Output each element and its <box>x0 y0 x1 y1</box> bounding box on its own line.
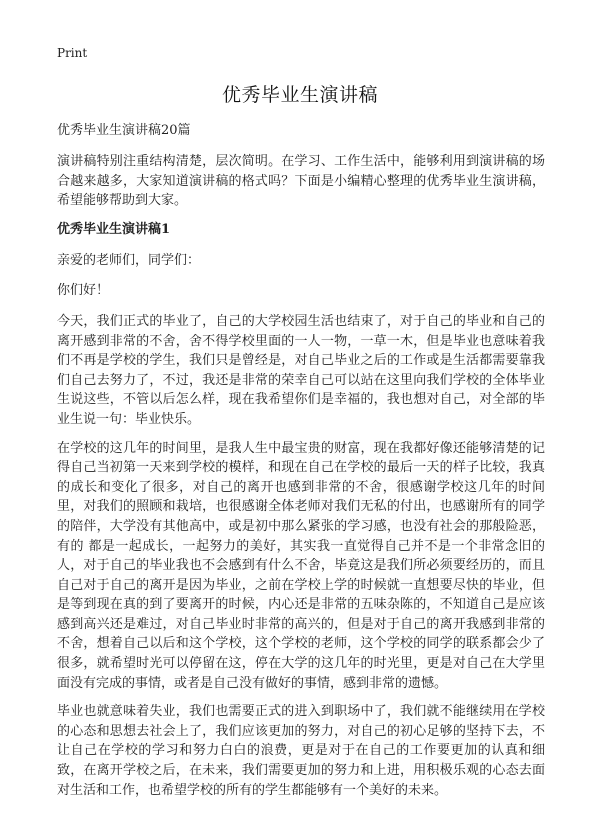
section-heading: 优秀毕业生演讲稿1 <box>57 221 171 237</box>
print-link[interactable]: Print <box>57 46 88 60</box>
hello-line: 你们好！ <box>57 283 110 299</box>
body-paragraph-2: 在学校的这几年的时间里，是我人生中最宝贵的财富，现在我都好像还能够清楚的记得自己当初第一天来到学校的模样，和现在自己在学校的最后一天的样子比较，我真的成长和变化了很多，对自己的离开也感到非常的不舍，很感谢学校这几年的时间里，对我们的照顾和栽培，也很感谢全体老师对我们无私的付出，也感谢所有的同学的陪伴，大学没有其他高中，或是初中那么紧张的学习感，也没有社会的那般险恶，有的 都是一起成长，一起努力的美好，其实我一直觉得自己并不是一个非常念旧的人，对于自己的毕业我也不会感到有什么不舍，毕竟这是我们所必须要经历的，而且自己对于自己的离开是因为毕业，之前在学校上学的时候就一直想要尽快的毕业，但是等到现在真的到了要离开的时候，内心还是非常的五味杂陈的，不知道自己是应该感到高兴还是难过，对自己毕业时非常的高兴的，但是对于自己的离开我感到非常的不舍，想着自己以后和这个学校，这个学校的老师，这个学校的同学的联系都会少了很多，就希望时光可以停留在这，停在大学的这几年的时光里，更是对自己在大学里面没有完成的事情，或者是自己没有做好的事情，感到非常的遗憾。 <box>57 440 545 691</box>
document-body <box>57 122 545 809</box>
greeting-line: 亲爱的老师们，同学们： <box>57 252 201 268</box>
body-paragraph-3: 毕业也就意味着失业，我们也需要正式的进入到职场中了，我们就不能继续用在学校的心态和思想去社会上了，我们应该更加的努力，对自己的初心足够的坚持下去，不让自己在学校的学习和努力白白的浪费，更是对于在自己的工作要更加的认真和细致，在离开学校之后，在未来，我们需要更加的努力和上进，用积极乐观的心态去面对生活和工作，也希望学校的所有的学生都能够有一个美好的未来。 <box>57 704 545 798</box>
document-subtitle: 优秀毕业生演讲稿20篇 <box>57 123 191 138</box>
page-title: 优秀毕业生演讲稿 <box>221 84 378 106</box>
body-paragraph-1: 今天，我们正式的毕业了，自己的大学校园生活也结束了，对于自己的毕业和自己的离开感到非常的不舍，舍不得学校里面的一人一物，一草一木，但是毕业也意味着我们不再是学校的学生，我们只是曾经是，对自己毕业之后的工作或是生活都需要靠我们自己去努力了，不过，我还是非常的荣幸自己可以站在这里向我们学校的全体毕业生说这些，不管以后怎么样，现在我希望你们是幸福的，我也想对自己，对全部的毕业生说一句：毕业快乐。 <box>57 313 545 427</box>
intro-paragraph: 演讲稿特别注重结构清楚，层次简明。在学习、工作生活中，能够利用到演讲稿的场合越来越多，大家知道演讲稿的格式吗？下面是小编精心整理的优秀毕业生演讲稿，希望能够帮助到大家。 <box>57 154 545 209</box>
